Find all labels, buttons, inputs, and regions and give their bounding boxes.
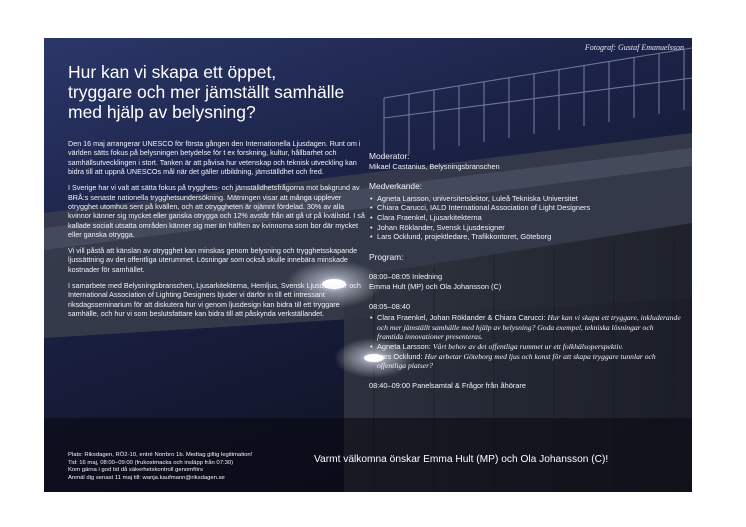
title-line-3: med hjälp av belysning?: [68, 102, 256, 122]
intro-paragraph: Den 16 maj arrangerar UNESCO för första gången den Internationella Ljusdagen. Runt om i världen sätts fokus på belysningen betydelse för t ex forskning, kultur, hållbarhet och samhällsutvecklingen i stort. Tanken är att påvisa hur vetenskap och teknisk utveckling kan bidra till att uppnå UNESCOs mål när det gäller utbildning, jämställdhet och fred.: [68, 139, 361, 177]
moderator-name: Mikael Castanius, Belysningsbranschen: [369, 161, 500, 171]
title-line-1: Hur kan vi skapa ett öppet,: [68, 62, 277, 82]
event-note: Kom gärna i god tid då säkerhetskontroll genomförs: [68, 467, 203, 474]
moderator-heading: Moderator:: [369, 151, 410, 161]
talk-speaker: Lars Ocklund:: [377, 351, 423, 361]
program-column: [369, 146, 681, 390]
title-line-2: tryggare och mer jämställt samhälle: [68, 82, 345, 102]
program-block-1-time: 08:00–08:05 Inledning: [369, 272, 443, 282]
program-heading: Program:: [369, 251, 404, 262]
participant-item: • Clara Fraenkel, Ljusarkitekterna: [369, 213, 681, 223]
participants-heading: Medverkande:: [369, 181, 423, 192]
participant-item: • Agneta Larsson, universitetslektor, Luleå Tekniska Universitet: [369, 194, 681, 204]
talk-item: [369, 342, 681, 352]
talk-item: [369, 313, 681, 342]
talk-topic: Hur kan vi skapa ett tryggare, inkluderande och mer jämställt samhälle med hjälp av belysning? Goda exempel, tekniska lösningar och framtida innovationer presenteras.: [377, 313, 681, 342]
event-time: Tid: 16 maj, 08:00–09:00 (frukostmacka och insläpp från 07:30): [68, 459, 234, 466]
intro-paragraph: I Sverige har vi valt att sätta fokus på trygghets- och jämställdhetsfrågorna mot bakgrund av BRÅ:s senaste nationella trygghetsundersökning. Mätningen visar att många upplever otrygghet utomhus sent på kvällen, och att otryggheten är ojämnt fördelad. 30% av alla kvinnor känner sig mycket eller ganska otrygga och 12% avstår från att gå ut på kvällstid. I så kallade socialt utsatta områden känner sig mer än hälften av kvinnorna som bor där mycket eller ganska otrygga.: [68, 183, 365, 240]
event-place: Plats: Riksdagen, RÖ2-10, entré Norrbro 1b. Medtag giltig legitimation!: [68, 452, 253, 458]
talk-topic: Vårt behov av det offentliga rummet ur ett folkhälsoperspektiv.: [432, 341, 624, 351]
poster-title: [68, 62, 368, 122]
talk-item: [369, 352, 681, 371]
program-block-3: 08:40–09:00 Panelsamtal & Frågor från åhörare: [369, 380, 526, 390]
intro-paragraph: I samarbete med Belysningsbranschen, Ljusarkitekterna, Hemljus, Svensk Ljusdesigner och International Association of Lighting Designers bjuder vi därför in till ett intressant riksdagsseminarium för att diskutera hur vi genom ljusdesign kan bidra till ett tryggare samhälle, och hur vi som beslutsfattare kan bidra till att påskynda verkställandet.: [68, 280, 361, 318]
talks-list: [369, 313, 681, 371]
event-registration: Anmäl dig senast 11 maj till: wanja.kaufmann@riksdagen.se: [68, 474, 225, 481]
program-block-2-time: 08:05–08:40: [369, 301, 411, 311]
participant-item: • Johan Röklander, Svensk Ljusdesigner: [369, 223, 681, 233]
participants-list: [369, 194, 681, 242]
photo-credit: Fotograf: Gustaf Emanuelsson: [584, 43, 684, 52]
program-block-1-people: Emma Hult (MP) och Ola Johansson (C): [369, 281, 502, 291]
invitation-poster: [44, 38, 692, 492]
talk-topic: Hur arbetar Göteborg med ljus och konst för att skapa tryggare tunnlar och offentliga platser?: [377, 351, 656, 371]
welcome-message: Varmt välkomna önskar Emma Hult (MP) och Ola Johansson (C)!: [314, 454, 609, 465]
talk-speaker: Agneta Larsson:: [377, 341, 431, 351]
intro-text: [68, 139, 368, 325]
participant-item: • Lars Ocklund, projektledare, Trafikkontoret, Göteborg: [369, 232, 681, 242]
talk-speaker: Clara Fraenkel, Johan Röklander & Chiara Carucci:: [377, 313, 546, 323]
intro-paragraph: Vi vill påstå att känslan av otrygghet kan minskas genom belysning och trygghetsskapande ljussättning av det offentliga uterummet. Lösningar som också skulle innebära minskade kostnader för samhället.: [68, 246, 358, 274]
event-details: [68, 452, 328, 482]
participant-item: • Chiara Carucci, IALD International Association of Light Designers: [369, 203, 681, 213]
